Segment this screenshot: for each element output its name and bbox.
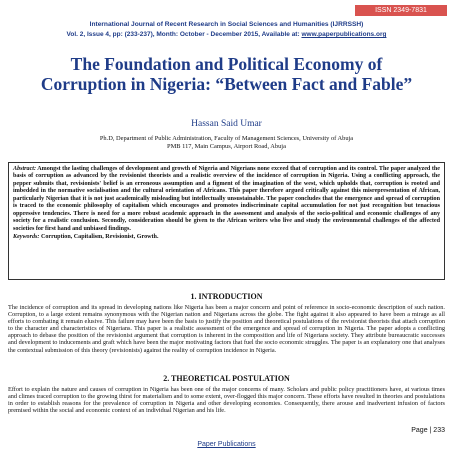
affiliation-line-2: PMB 117, Main Campus, Airport Road, Abuja: [167, 143, 286, 150]
paper-title: The Foundation and Political Economy of Corruption in Nigeria: “Between Fact and Fable”: [40, 54, 413, 94]
keywords-text: Corruption, Capitalism, Revisionist, Growth.: [40, 234, 159, 241]
volume-info-line: [8, 31, 445, 38]
theoretical-postulation-text: Effort to explain the nature and causes of corruption in Nigeria has been one of the major concerns of many. Scholars and public policy practitioners have, at various times and climes traced corruption to the growing thirst for materialism and to some extent, over-flogged this major concern. These efforts have resulted in theories and postulations in order to establish reasons for the prevalence of corruption in Nigeria and other developing economies. Consequently, there arouse and inadvertent infusion of factors premised within the social and economic context of an individual Nigerian and his life.: [8, 386, 445, 415]
introduction-heading: 1. INTRODUCTION: [190, 292, 263, 301]
author-affiliation: [20, 135, 433, 151]
journal-name: International Journal of Recent Research in Social Sciences and Humanities (IJRRSSH): [89, 21, 364, 28]
website-link[interactable]: www.paperpublications.org: [301, 31, 387, 38]
volume-info: Vol. 2, Issue 4, pp: (233-237), Month: October - December 2015, Available at:: [66, 31, 300, 38]
abstract-text: Amongst the lasting challenges of development and growth of Nigeria and Nigerians none exceed that of corruption and its control. The paper analyzed the basis of corruption as advanced by the revisionist theorists and a realistic overview of the incidence of corruption in Nigeria. Using a conflicting approach, the pepper submits that, revisionists' belief is an erroneous assumption and a figment of the imagination of the west, which upholds that, corruption is rooted and imbedded in the normative socialisation and the cultural orientation of Africans. This paper therefore argued critically against this misrepresentation of African, particularly Nigerian that it is not just academically misleading but intellectually unsustainable. The paper concludes that the emergence and spread of corruption is traced to the economic philosophy of capitalism which encourages and promotes indiscriminate capital accumulation for not just recognition but tenacious oppressive tendencies. There is need for a more robust academic approach in the assessment and analysis of the socio-political and economic challenges of any society for a realistic conclusion. Secondly, consideration should be given to the African writers who live and study the environmental challenges of the affected societies for first hand and unbiased findings.: [13, 166, 440, 232]
author-name: Hassan Said Umar: [191, 119, 262, 129]
abstract-box: [8, 162, 445, 280]
introduction-text: The incidence of corruption and its spread in developing nations like Nigeria has been a major concern and point of reference in socio-economic description of such nation. Corruption, to a large extent remains synonymous with the Nigerian nation and Nigerians across the globe. The fight against it also appeared to have been a mirage as all efforts to combating it remain elusive. This failure may have been the basis to justify the position and theoretical postulations of the revisionist theorists that attach corruption to the character and characteristics of Nigerians. This paper is a realistic assessment of the emergence and spread of corruption in Nigeria. The paper adopts a conflicting approach to debase the position of the revisionist argument that corruption is inherent in the composition and life of Nigerians society. They attribute bureaucratic successes and development to inducements and graft which have been the major motivating factors that fuel the socio economic struggles. The paper is an explanatory one that analyses the contextual submission of this theory (revisionists) against the reality of corruption incidence in Nigeria.: [8, 304, 445, 354]
keywords-line: [13, 234, 440, 241]
issn-badge: ISSN 2349-7831: [355, 5, 447, 16]
footer-publisher-link[interactable]: Paper Publications: [197, 441, 256, 448]
abstract-label: Abstract:: [13, 166, 37, 172]
theoretical-postulation-heading: 2. THEORETICAL POSTULATION: [163, 374, 290, 383]
page-number: Page | 233: [411, 427, 445, 434]
affiliation-line-1: Ph.D, Department of Public Administration, Faculty of Management Sciences, University of Abuja: [99, 135, 354, 142]
keywords-label: Keywords:: [13, 234, 40, 241]
